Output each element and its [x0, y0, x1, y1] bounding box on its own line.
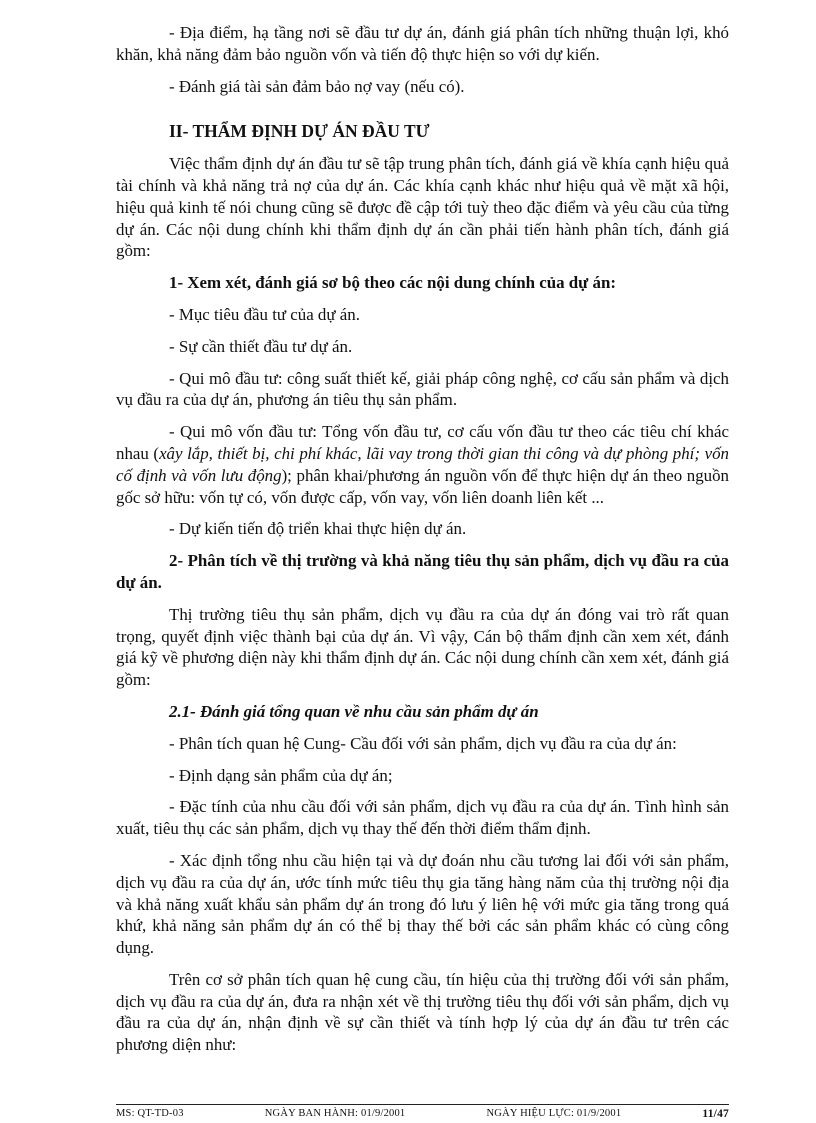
list-item: - Đặc tính của nhu cầu đối với sản phẩm, dịch vụ đầu ra của dự án. Tình hình sản xuất, tiêu thụ các sản phẩm, dịch vụ thay thế đến thời điểm thẩm định.	[116, 797, 729, 839]
paragraph-location: - Địa điểm, hạ tầng nơi sẽ đầu tư dự án, đánh giá phân tích những thuận lợi, khó khăn, khả năng đảm bảo nguồn vốn và tiến độ thực hiện so với dự kiến.	[116, 23, 729, 64]
list-item: - Xác định tổng nhu cầu hiện tại và dự đoán nhu cầu tương lai đối với sản phẩm, dịch vụ đầu ra của dự án, ước tính mức tiêu thụ gia tăng hàng năm của thị trường nội địa và khả năng xuất khẩu sản phẩm dự án trong đó lưu ý liên hệ với mức gia tăng trong quá khứ, khả năng sản phẩm dự án có thể bị thay thế bởi các sản phẩm khác có cùng công dụng.	[116, 850, 729, 958]
heading-2: 2- Phân tích về thị trường và khả năng tiêu thụ sản phẩm, dịch vụ đầu ra của dự án.	[116, 551, 729, 592]
list-item: - Phân tích quan hệ Cung- Cầu đối với sản phẩm, dịch vụ đầu ra của dự án:	[169, 733, 677, 753]
paragraph-intro: Việc thẩm định dự án đầu tư sẽ tập trung phân tích, đánh giá về khía cạnh hiệu quả tài chính và khả năng trả nợ của dự án. Các khía cạnh khác như hiệu quả về mặt xã hội, hiệu quả kinh tế nói chung cũng sẽ được đề cập tới tuỳ theo đặc điểm và yêu cầu của từng dự án. Các nội dung chính khi thẩm định dự án cần phải tiến hành phân tích, đánh giá gồm:	[116, 154, 729, 261]
page-number: 11/47	[702, 1108, 729, 1120]
effective-date: NGÀY HIỆU LỰC: 01/9/2001	[486, 1108, 622, 1119]
issue-date: NGÀY BAN HÀNH: 01/9/2001	[264, 1108, 406, 1119]
capital-text-italic: xây lắp, thiết bị, chi phí khác, lãi vay trong thời gian thi công và dự phòng phí; vốn cố định và vốn lưu động	[116, 443, 729, 485]
paragraph-market: Thị trường tiêu thụ sản phẩm, dịch vụ đầu ra của dự án đóng vai trò rất quan trọng, quyết định việc thành bại của dự án. Vì vậy, Cán bộ thẩm định cần xem xét, đánh giá kỹ về phương diện này khi thẩm định dự án. Các nội dung chính cần xem xét, đánh giá gồm:	[116, 604, 729, 690]
paragraph-conclusion: Trên cơ sở phân tích quan hệ cung cầu, tín hiệu của thị trường đối với sản phẩm, dịch vụ đầu ra của dự án, đưa ra nhận xét về thị trường tiêu thụ đối với sản phẩm, dịch vụ đầu ra của dự án, nhận định về sự cần thiết và tính hợp lý của dự án đầu tư trên các phương diện như:	[116, 969, 729, 1055]
capital-text-a: - Qui mô vốn đầu tư: Tổng vốn đầu tư, cơ cấu vốn đầu tư theo các tiêu chí khác nhau (	[116, 422, 729, 463]
list-item-capital	[116, 421, 729, 508]
page-footer	[116, 1104, 729, 1120]
list-item: - Sự cần thiết đầu tư dự án.	[169, 336, 353, 356]
section-title: II- THẨM ĐỊNH DỰ ÁN ĐẦU TƯ	[169, 121, 430, 142]
capital-text-b: ); phân khai/phương án nguồn vốn để thực hiện dự án theo nguồn gốc sở hữu: vốn tự có, vốn được cấp, vốn vay, vốn liên doanh liên kết ...	[116, 465, 729, 507]
list-item: - Mục tiêu đầu tư của dự án.	[169, 304, 360, 324]
paragraph-collateral: - Đánh giá tài sản đảm bảo nợ vay (nếu có).	[169, 76, 465, 96]
heading-1: 1- Xem xét, đánh giá sơ bộ theo các nội dung chính của dự án:	[169, 273, 616, 293]
heading-2-1: 2.1- Đánh giá tổng quan về nhu cầu sản phẩm dự án	[169, 701, 539, 721]
doc-code: MS: QT-TD-03	[116, 1108, 184, 1119]
list-item: - Dự kiến tiến độ triển khai thực hiện dự án.	[169, 519, 467, 539]
list-item: - Qui mô đầu tư: công suất thiết kế, giải pháp công nghệ, cơ cấu sản phẩm và dịch vụ đầu ra của dự án, phương án tiêu thụ sản phẩm.	[116, 368, 729, 410]
list-item: - Định dạng sản phẩm của dự án;	[169, 765, 393, 785]
document-page	[116, 22, 729, 1056]
